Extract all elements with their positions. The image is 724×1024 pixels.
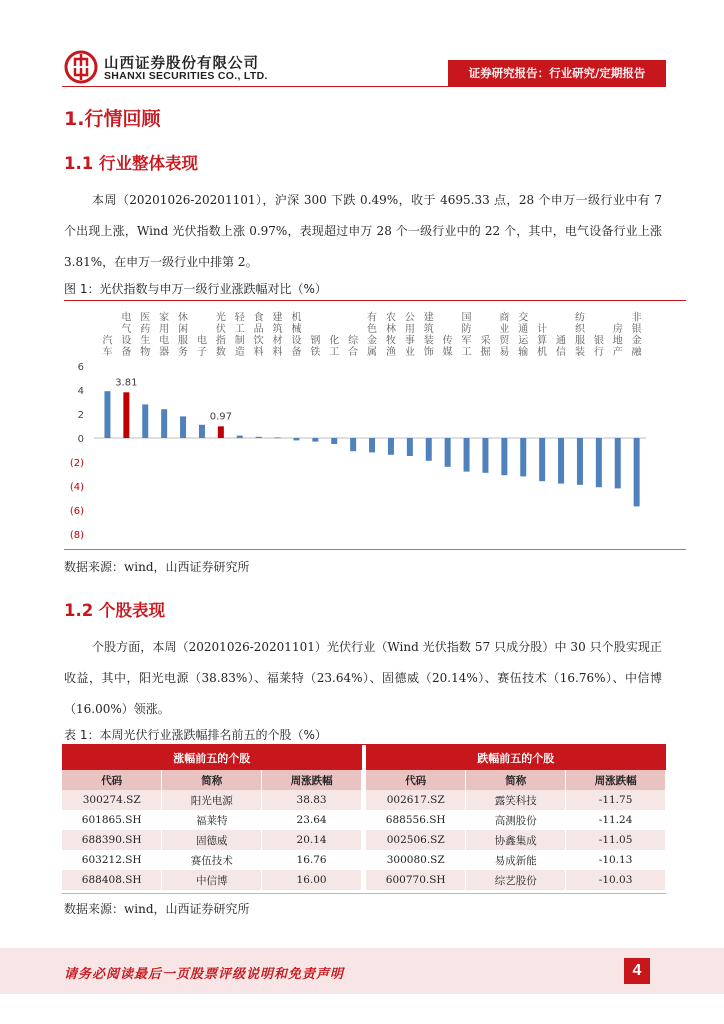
bar-轻工制造 <box>237 436 243 438</box>
category-label: 采掘 <box>480 335 491 358</box>
stock-change: -11.24 <box>566 810 666 830</box>
stock-name: 露笑科技 <box>466 790 566 810</box>
stock-code: 601865.SH <box>62 810 162 830</box>
company-logo-icon <box>64 50 98 84</box>
stock-change: 23.64 <box>262 810 362 830</box>
y-tick-label: (8) <box>69 530 84 541</box>
y-tick-label: 6 <box>77 362 84 373</box>
section-heading-stock-performance: 1.2 个股表现 <box>64 601 165 620</box>
category-label: 计算机 <box>537 324 548 358</box>
y-tick-label: 4 <box>77 386 84 397</box>
bar-纺织服装 <box>577 438 583 485</box>
stock-change: -11.05 <box>566 830 666 850</box>
bar-光伏指数 <box>218 426 224 438</box>
category-label: 银行 <box>593 335 604 358</box>
footer-disclaimer: 请务必阅读最后一页股票评级说明和免责声明 <box>64 967 345 982</box>
bar-化工 <box>331 438 337 444</box>
stock-change: 38.83 <box>262 790 362 810</box>
figure-caption: 图 1：光伏指数与申万一级行业涨跌幅对比（%） <box>64 282 327 296</box>
col-header-change: 周涨跌幅 <box>566 770 666 790</box>
stock-name: 中信博 <box>162 870 262 890</box>
category-label: 光伏指数 <box>215 312 226 358</box>
category-label: 有色金属 <box>367 312 378 358</box>
stock-code: 603212.SH <box>62 850 162 870</box>
stock-change: -11.75 <box>566 790 666 810</box>
table-row <box>62 810 362 830</box>
y-tick-label: 0 <box>77 434 84 445</box>
category-label: 纺织服装 <box>574 312 585 358</box>
stock-code: 688408.SH <box>62 870 162 890</box>
stock-ranking-table <box>62 744 666 894</box>
bar-汽车 <box>104 391 110 438</box>
table-row <box>366 870 666 890</box>
col-header-code: 代码 <box>62 770 162 790</box>
bar-机械设备 <box>293 438 299 440</box>
bar-商业贸易 <box>501 438 507 475</box>
stock-code: 300080.SZ <box>366 850 466 870</box>
table-row <box>366 790 666 810</box>
bar-公用事业 <box>407 438 413 456</box>
table-row <box>366 850 666 870</box>
bar-房地产 <box>615 438 621 488</box>
stock-change: 20.14 <box>262 830 362 850</box>
bar-建筑材料 <box>275 437 281 438</box>
category-label: 国防军工 <box>461 312 472 358</box>
data-label: 0.97 <box>209 411 232 423</box>
company-name-cn: 山西证券股份有限公司 <box>104 56 259 72</box>
bar-钢铁 <box>312 438 318 442</box>
bar-电子 <box>199 425 205 438</box>
category-label: 建筑材料 <box>272 312 283 358</box>
col-header-change: 周涨跌幅 <box>262 770 362 790</box>
stock-name: 赛伍技术 <box>162 850 262 870</box>
table-row <box>366 830 666 850</box>
section-heading-market-review: 1.行情回顾 <box>64 108 161 130</box>
category-label: 休闲服务 <box>178 312 189 358</box>
category-label: 电子 <box>196 335 207 358</box>
stock-performance-paragraph: 个股方面，本周（20201026-20201101）光伏行业（Wind 光伏指数 57 只成分股）中 30 只个股实现正收益，其中，阳光电源（38.83%）、福莱特（23.64%）、固德威（20.14%）、赛伍技术（16.76%）、中信博（16.00%）领涨。 <box>64 640 662 716</box>
y-tick-label: (4) <box>69 482 84 493</box>
y-tick-label: 2 <box>77 410 84 421</box>
category-label: 综合 <box>348 335 359 358</box>
category-label: 化工 <box>329 335 340 358</box>
losers-title: 跌幅前五的个股 <box>366 745 666 770</box>
category-label: 食品饮料 <box>253 312 264 358</box>
table-source: 数据来源：wind，山西证券研究所 <box>64 902 250 916</box>
stock-code: 002617.SZ <box>366 790 466 810</box>
table-row <box>62 830 362 850</box>
category-label: 机械设备 <box>291 312 302 358</box>
stock-change: 16.00 <box>262 870 362 890</box>
category-label: 汽车 <box>102 335 113 358</box>
stock-name: 高测股份 <box>466 810 566 830</box>
stock-name: 固德威 <box>162 830 262 850</box>
bar-传媒 <box>445 438 451 467</box>
footer <box>0 948 724 994</box>
category-label: 轻工制造 <box>234 312 245 358</box>
table-caption: 表 1：本周光伏行业涨跌幅排名前五的个股（%） <box>64 728 327 742</box>
category-label: 通信 <box>556 335 567 358</box>
table-row <box>62 790 362 810</box>
category-label: 公用事业 <box>404 312 415 358</box>
category-label: 商业贸易 <box>499 312 510 358</box>
table-row <box>366 810 666 830</box>
col-header-code: 代码 <box>366 770 466 790</box>
bar-非银金融 <box>634 438 640 506</box>
stock-name: 协鑫集成 <box>466 830 566 850</box>
bar-国防军工 <box>464 438 470 472</box>
bar-医药生物 <box>142 404 148 438</box>
category-label: 传媒 <box>442 335 453 358</box>
stock-change: -10.13 <box>566 850 666 870</box>
bar-休闲服务 <box>180 416 186 438</box>
stock-code: 300274.SZ <box>62 790 162 810</box>
category-label: 钢铁 <box>310 335 321 358</box>
stock-code: 002506.SZ <box>366 830 466 850</box>
stock-change: -10.03 <box>566 870 666 890</box>
y-tick-label: (6) <box>69 506 84 517</box>
bar-采掘 <box>482 438 488 473</box>
table-row <box>62 870 362 890</box>
stock-name: 阳光电源 <box>162 790 262 810</box>
table-row <box>62 850 362 870</box>
header-divider <box>62 86 666 87</box>
col-header-name: 简称 <box>162 770 262 790</box>
figure-source: 数据来源：wind，山西证券研究所 <box>64 560 250 574</box>
bar-计算机 <box>539 438 545 481</box>
page-number: 4 <box>624 958 650 984</box>
bar-电气设备 <box>123 392 129 438</box>
losers-table <box>366 745 666 890</box>
category-label: 电气设备 <box>121 312 132 358</box>
stock-name: 易成新能 <box>466 850 566 870</box>
bar-银行 <box>596 438 602 487</box>
bar-食品饮料 <box>256 437 262 438</box>
bar-有色金属 <box>369 438 375 452</box>
bar-建筑装饰 <box>426 438 432 461</box>
stock-change: 16.76 <box>262 850 362 870</box>
category-label: 医药生物 <box>140 312 151 358</box>
stock-code: 688556.SH <box>366 810 466 830</box>
stock-name: 福莱特 <box>162 810 262 830</box>
bar-通信 <box>558 438 564 484</box>
company-name-en: SHANXI SECURITIES CO., LTD. <box>104 70 268 82</box>
stock-code: 600770.SH <box>366 870 466 890</box>
y-tick-label: (2) <box>69 458 84 469</box>
bar-综合 <box>350 438 356 451</box>
col-header-name: 简称 <box>466 770 566 790</box>
category-label: 非银金融 <box>631 312 642 358</box>
data-label: 3.81 <box>115 377 138 389</box>
category-label: 交通运输 <box>518 312 529 358</box>
bar-农林牧渔 <box>388 438 394 455</box>
category-label: 房地产 <box>612 324 623 358</box>
gainers-title: 涨幅前五的个股 <box>62 745 362 770</box>
category-label: 建筑装饰 <box>423 312 434 358</box>
bar-交通运输 <box>520 438 526 476</box>
industry-performance-paragraph: 本周（20201026-20201101），沪深 300 下跌 0.49%，收于 4695.33 点，28 个申万一级行业中有 7 个出现上涨，Wind 光伏指数上涨 0.97%，表现超过申万 28 个一级行业中的 22 个，其中，电气设备行业上涨 3.81%，在申万一级行业中排第 2。 <box>64 193 662 269</box>
gainers-table <box>62 745 362 890</box>
bar-chart <box>64 301 686 549</box>
category-label: 家用电器 <box>159 312 170 358</box>
stock-name: 综艺股份 <box>466 870 566 890</box>
category-label: 农林牧渔 <box>385 312 396 358</box>
chart-frame <box>64 300 686 550</box>
bar-家用电器 <box>161 409 167 438</box>
section-heading-industry-performance: 1.1 行业整体表现 <box>64 154 198 173</box>
stock-code: 688390.SH <box>62 830 162 850</box>
report-type-banner: 证券研究报告：行业研究/定期报告 <box>448 60 666 86</box>
